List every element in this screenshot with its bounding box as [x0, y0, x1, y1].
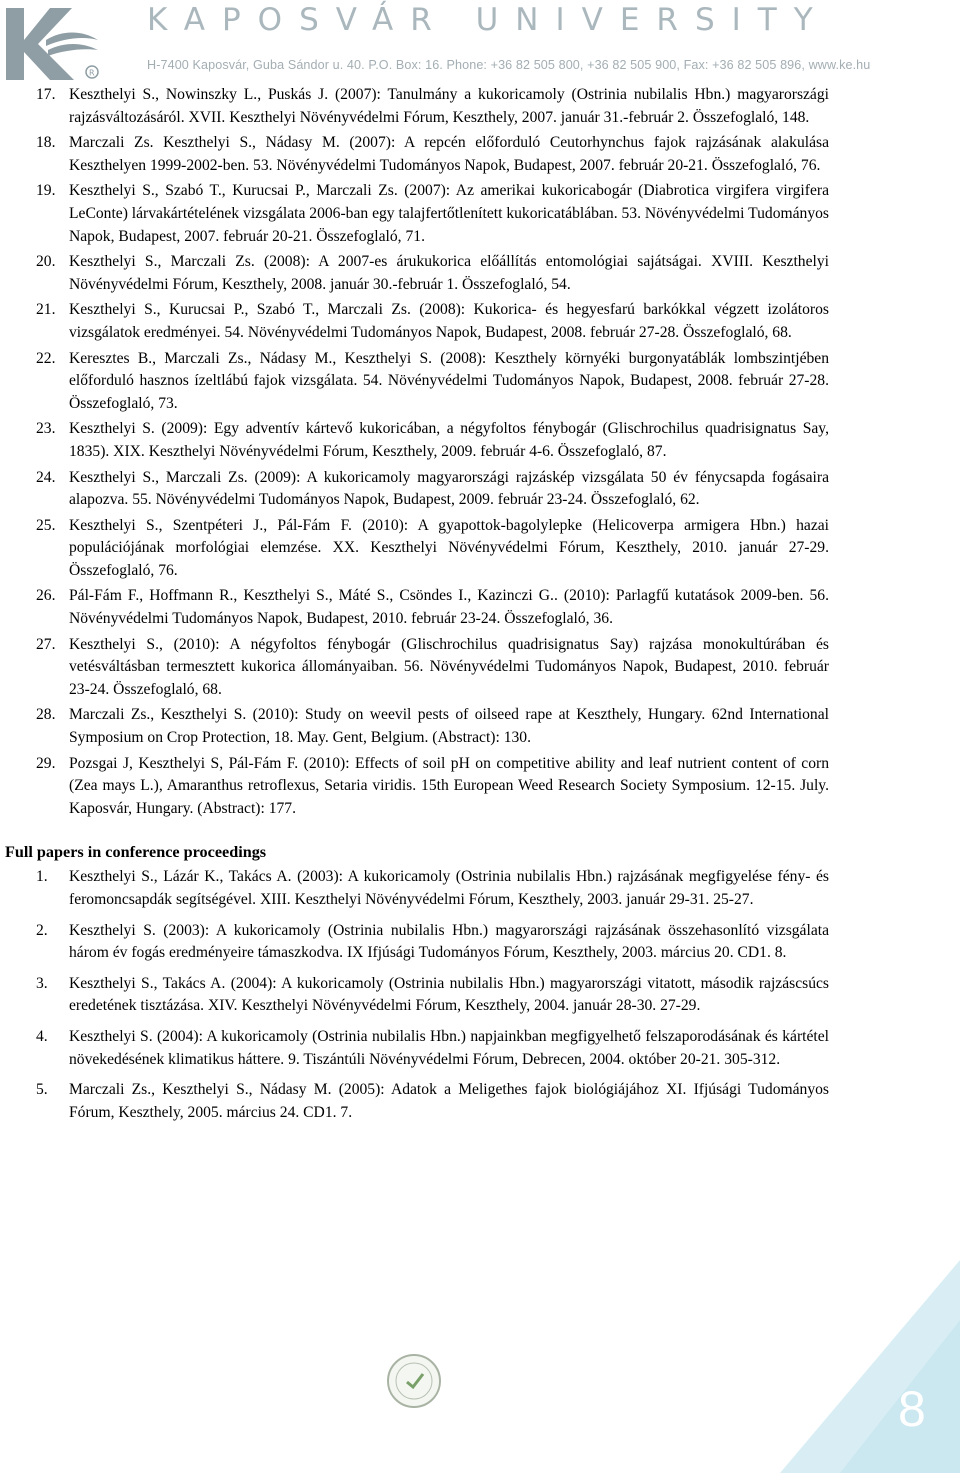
reference-number: 20.	[36, 253, 56, 271]
university-address: H-7400 Kaposvár, Guba Sándor u. 40. P.O. Box: 16. Phone: +36 82 505 800, +36 82 505 900, Fax: +36 82 505 896, www.ke.hu	[147, 58, 871, 72]
reference-item	[0, 973, 960, 1018]
reference-item	[0, 1026, 960, 1071]
reference-number: 23.	[36, 420, 56, 438]
reference-text: Keszthelyi S. (2009): Egy adventív kártevő kukoricában, a négyfoltos fénybogár (Glischrochilus quadrisignatus Say, 1835). XIX. Keszthelyi Növényvédelmi Fórum, Keszthely, 2009. február 4-6. Összefoglaló, 87.	[69, 420, 829, 460]
reference-number: 19.	[36, 182, 56, 200]
reference-number: 21.	[36, 301, 56, 319]
reference-text: Keszthelyi S. (2004): A kukoricamoly (Ostrinia nubilalis Hbn.) napjainkban megfigyelhető felszaporodásának és kártétel növekedésének klimatikus háttere. 9. Tiszántúli Növényvédelmi Fórum, Debrecen, 2004. október 20-21. 305-312.	[69, 1027, 829, 1068]
reference-number: 17.	[36, 86, 56, 103]
reference-number: 28.	[36, 706, 56, 724]
reference-text: Keszthelyi S., Nowinszky L., Puskás J. (2007): Tanulmány a kukoricamoly (Ostrinia nubilalis Hbn.) magyarországi rajzásváltozásáról. XVII. Keszthelyi Növényvédelmi Fórum, Keszthely, 2007. január 31.-február 2. Összefoglaló, 148.	[69, 86, 829, 126]
reference-number: 24.	[36, 468, 56, 486]
reference-item	[0, 704, 960, 749]
reference-item	[0, 634, 960, 702]
reference-item	[0, 84, 960, 129]
reference-item	[0, 180, 960, 248]
reference-item	[0, 467, 960, 512]
reference-number: 29.	[36, 754, 56, 772]
reference-text: Keresztes B., Marczali Zs., Nádasy M., Keszthelyi S. (2008): Keszthely környéki burgonyatáblák lombszintjében előforduló hasznos ízeltlábú fajok vizsgálata. 54. Növényvédelmi Tudományos Napok, Budapest, 2008. február 27-28. Összefoglaló, 73.	[69, 349, 829, 412]
reference-item	[0, 418, 960, 463]
reference-number: 2.	[36, 921, 48, 939]
reference-text: Keszthelyi S., (2010): A négyfoltos fénybogár (Glischrochilus quadrisignatus Say) rajzása monokultúrában és vetésváltásban termesztett kukorica állományaiban. 56. Növényvédelmi Tudományos Napok, Budapest, 2010. február 23-24. Összefoglaló, 68.	[69, 635, 829, 698]
section-heading: Full papers in conference proceedings	[5, 843, 267, 862]
reference-item	[0, 585, 960, 630]
reference-number: 3.	[36, 974, 48, 992]
reference-number: 25.	[36, 516, 56, 534]
university-name: KAPOSVÁR UNIVERSITY	[147, 2, 830, 38]
svg-text:R: R	[89, 68, 95, 78]
reference-item	[0, 251, 960, 296]
reference-item	[0, 920, 960, 965]
reference-text: Keszthelyi S., Szentpéteri J., Pál-Fám F. (2010): A gyapottok-bagolylepke (Helicoverpa armigera Hbn.) hazai populációjának morfológiai elemzése. XX. Keszthelyi Növényvédelmi Fórum, Keszthely, 2010. január 27-29. Összefoglaló, 76.	[69, 516, 829, 579]
reference-item	[0, 299, 960, 344]
reference-number: 18.	[36, 134, 56, 152]
reference-text: Marczali Zs., Keszthelyi S. (2010): Study on weevil pests of oilseed rape at Keszthely, Hungary. 62nd International Symposium on Crop Protection, 18. May. Gent, Belgium. (Abstract): 130.	[69, 706, 829, 747]
reference-text: Pál-Fám F., Hoffmann R., Keszthelyi S., Máté S., Csöndes I., Kazinczi G.. (2010): Parlagfű kutatások 2009-ben. 56. Növényvédelmi Tudományos Napok, Budapest, 2010. február 23-24. Összefoglaló, 36.	[69, 587, 829, 628]
reference-text: Keszthelyi S., Kurucsai P., Szabó T., Marczali Zs. (2008): Kukorica- és hegyesfarú barkókkal végzett izolátoros vizsgálatok eredményei. 54. Növényvédelmi Tudományos Napok, Budapest, 2008. február 27-28. Összefoglaló, 68.	[69, 301, 829, 341]
kaposvar-university-logo	[2, 0, 102, 82]
reference-item	[0, 1079, 960, 1124]
reference-list-abstracts	[0, 84, 960, 820]
reference-item	[0, 866, 960, 911]
page-header	[0, 0, 960, 84]
quality-certification-seal	[386, 1353, 442, 1409]
reference-text: Marczali Zs., Keszthelyi S., Nádasy M. (2005): Adatok a Meligethes fajok biológiájához XI. Ifjúsági Tudományos Fórum, Keszthely, 2005. március 24. CD1. 7.	[69, 1081, 829, 1121]
reference-number: 22.	[36, 349, 56, 367]
reference-list-full-papers	[0, 866, 960, 1124]
reference-number: 4.	[36, 1027, 48, 1045]
reference-text: Keszthelyi S., Lázár K., Takács A. (2003): A kukoricamoly (Ostrinia nubilalis Hbn.) rajzásának megfigyelése fény- és feromoncsapdák segítségével. XIII. Keszthelyi Növényvédelmi Fórum, Keszthely, 2003. január 29-31. 25-27.	[69, 868, 829, 908]
reference-item	[0, 753, 960, 821]
page-number: 8	[898, 1381, 926, 1437]
reference-text: Keszthelyi S. (2003): A kukoricamoly (Ostrinia nubilalis Hbn.) magyarországi rajzásának összehasonlító vizsgálata három év fogás eredményeire támaszkodva. IX Ifjúsági Tudományos Fórum, Keszthely, 2003. március 20. CD1. 8.	[69, 921, 829, 962]
reference-text: Keszthelyi S., Marczali Zs. (2009): A kukoricamoly magyarországi rajzáskép vizsgálata 50 év fénycsapda fogásaira alapozva. 55. Növényvédelmi Tudományos Napok, Budapest, 2009. február 23-24. Összefoglaló, 62.	[69, 468, 829, 509]
reference-number: 1.	[36, 868, 48, 886]
reference-text: Marczali Zs. Keszthelyi S., Nádasy M. (2007): A repcén előforduló Ceutorhynchus fajok rajzásának alakulása Keszthelyen 1999-2002-ben. 53. Növényvédelmi Tudományos Napok, Budapest, 2007. február 20-21. Összefoglaló, 76.	[69, 134, 829, 174]
corner-decoration	[780, 1260, 960, 1473]
reference-number: 26.	[36, 587, 56, 605]
reference-text: Pozsgai J, Keszthelyi S, Pál-Fám F. (2010): Effects of soil pH on competitive ability and leaf nutrient content of corn (Zea mays L.), Amaranthus retroflexus, Setaria viridis. 15th European Weed Research Society Symposium. 12-15. July. Kaposvár, Hungary. (Abstract): 177.	[69, 754, 829, 817]
document-body	[0, 84, 960, 1132]
reference-item	[0, 132, 960, 177]
reference-number: 27.	[36, 635, 56, 653]
reference-item	[0, 515, 960, 583]
reference-number: 5.	[36, 1081, 48, 1099]
reference-text: Keszthelyi S., Takács A. (2004): A kukoricamoly (Ostrinia nubilalis Hbn.) magyarországi vitatott, második rajzáscsúcs eredetének tisztázása. XIV. Keszthelyi Növényvédelmi Fórum, Keszthely, 2004. január 28-30. 27-29.	[69, 974, 829, 1015]
reference-text: Keszthelyi S., Szabó T., Kurucsai P., Marczali Zs. (2007): Az amerikai kukoricabogár (Diabrotica virgifera virgifera LeConte) lárvakártételének vizsgálata 2006-ban egy talajfertőtlenített kukoricatáblában. 53. Növényvédelmi Tudományos Napok, Budapest, 2007. február 20-21. Összefoglaló, 71.	[69, 182, 829, 245]
reference-text: Keszthelyi S., Marczali Zs. (2008): A 2007-es árukukorica előállítás entomológiai sajátságai. XVIII. Keszthelyi Növényvédelmi Fórum, Keszthely, 2008. január 30.-február 1. Összefoglaló, 54.	[69, 253, 829, 293]
reference-item	[0, 348, 960, 416]
